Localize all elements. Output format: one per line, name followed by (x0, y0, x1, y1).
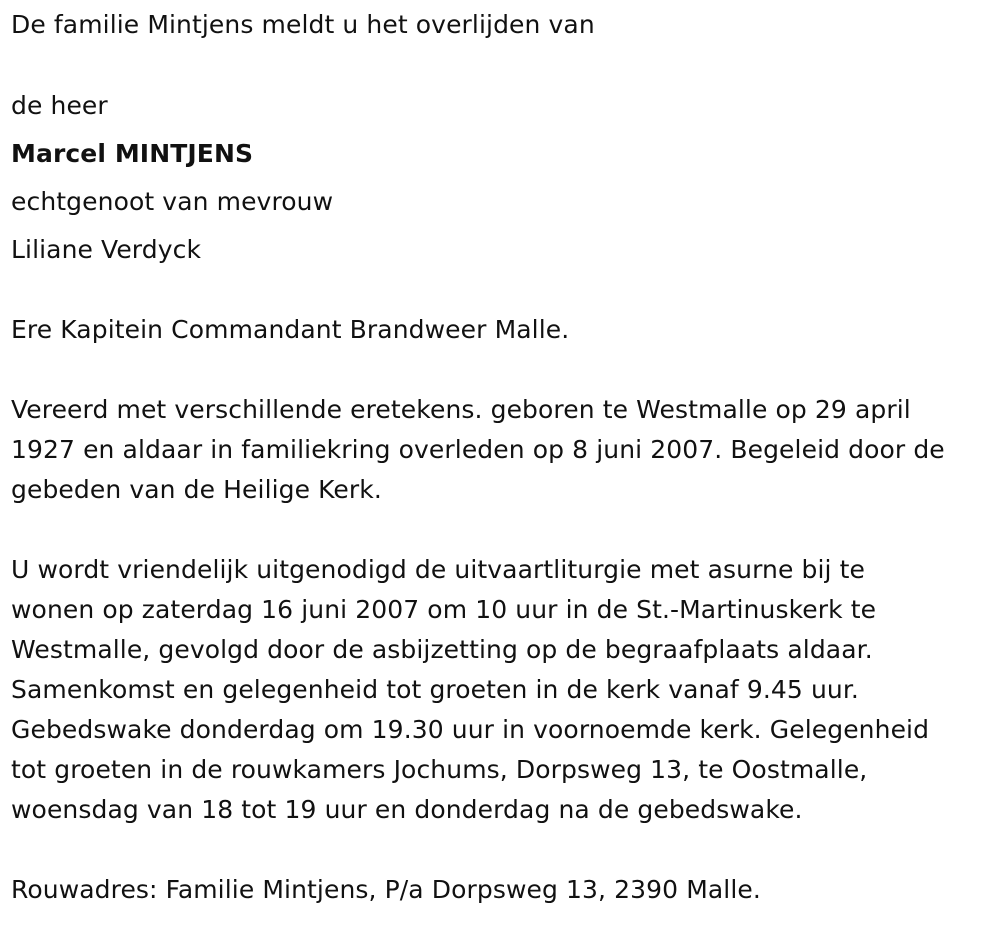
honorary-title: Ere Kapitein Commandant Brandweer Malle. (11, 315, 570, 344)
deceased-name: Marcel MINTJENS (11, 139, 254, 168)
invitation-line: woensdag van 18 tot 19 uur en donderdag na de gebedswake. (11, 795, 803, 824)
biography-line: gebeden van de Heilige Kerk. (11, 475, 382, 504)
invitation-line: wonen op zaterdag 16 juni 2007 om 10 uur in de St.-Martinuskerk te (11, 595, 877, 624)
spouse-label: echtgenoot van mevrouw (11, 187, 334, 216)
invitation-line: U wordt vriendelijk uitgenodigd de uitvaartliturgie met asurne bij te (11, 555, 865, 584)
salutation: de heer (11, 91, 108, 120)
intro-line: De familie Mintjens meldt u het overlijden van (11, 10, 595, 39)
invitation-line: Gebedswake donderdag om 19.30 uur in voornoemde kerk. Gelegenheid (11, 715, 930, 744)
spouse-name: Liliane Verdyck (11, 235, 202, 264)
biography-line: 1927 en aldaar in familiekring overleden op 8 juni 2007. Begeleid door de (11, 435, 945, 464)
biography-line: Vereerd met verschillende eretekens. geboren te Westmalle op 29 april (11, 395, 911, 424)
mourning-address: Rouwadres: Familie Mintjens, P/a Dorpsweg 13, 2390 Malle. (11, 875, 761, 904)
invitation-line: Westmalle, gevolgd door de asbijzetting op de begraafplaats aldaar. (11, 635, 873, 664)
invitation-line: tot groeten in de rouwkamers Jochums, Dorpsweg 13, te Oostmalle, (11, 755, 868, 784)
invitation-line: Samenkomst en gelegenheid tot groeten in de kerk vanaf 9.45 uur. (11, 675, 859, 704)
